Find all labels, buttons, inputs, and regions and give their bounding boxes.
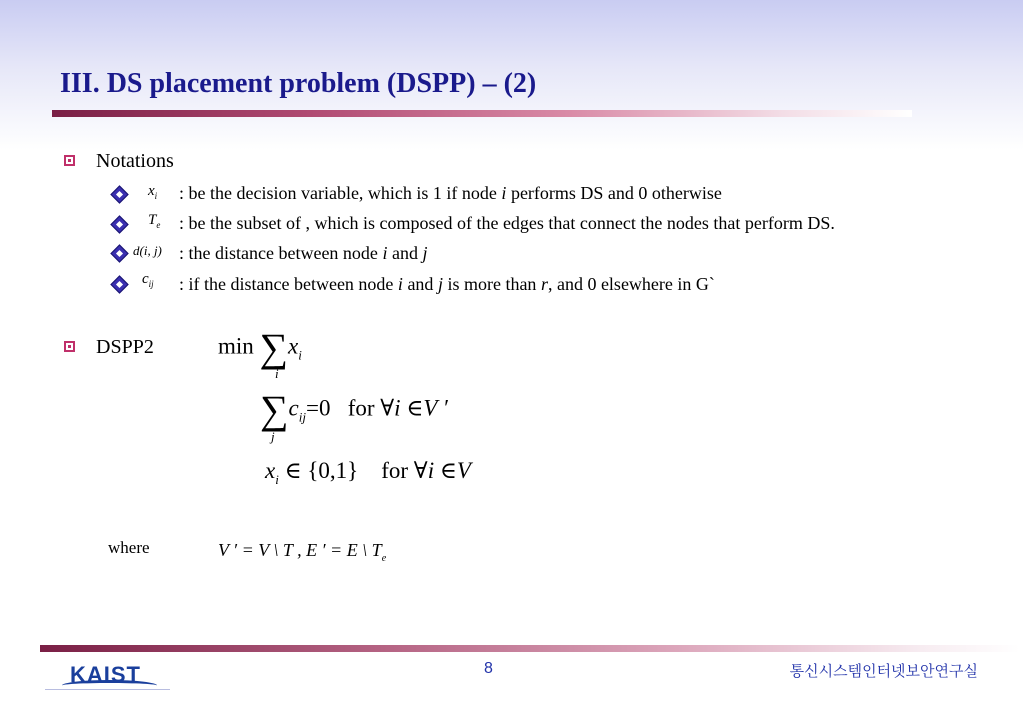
- diamond-bullet-icon: [110, 275, 128, 293]
- square-bullet-icon: [64, 341, 75, 352]
- notation-desc-cij: : if the distance between node i and j is more than r, and 0 elsewhere in G`: [179, 274, 715, 294]
- title-underline-bar: [52, 110, 912, 117]
- lab-name: 통신시스템인터넷보안연구실: [789, 662, 978, 680]
- sum-symbol: ∑: [259, 325, 289, 370]
- kaist-logo: [62, 660, 162, 690]
- notation-desc-xi: : be the decision variable, which is 1 if node i performs DS and 0 otherwise: [179, 183, 722, 203]
- notations-heading: Notations: [96, 150, 174, 172]
- diamond-bullet-icon: [110, 215, 128, 233]
- diamond-bullet-icon: [110, 185, 128, 203]
- logo-underline: [45, 689, 170, 690]
- diamond-bullet-icon: [110, 244, 128, 262]
- sum-symbol: ∑: [260, 387, 289, 432]
- notation-symbol-dij: d(i, j): [133, 243, 162, 258]
- sum-index: j: [271, 429, 275, 444]
- notation-desc-te: : be the subset of , which is composed of the edges that connect the nodes that perform DS.: [179, 213, 835, 233]
- notation-desc-dij: : the distance between node i and j: [179, 243, 428, 263]
- notation-symbol-te: $T_e$: [148, 212, 161, 230]
- where-definition: V ′ = V \ T , E ′ = E \ $T_e$: [218, 540, 387, 564]
- page-number: 8: [484, 660, 493, 677]
- slide-title: III. DS placement problem (DSPP) – (2): [60, 68, 537, 99]
- square-bullet-icon: [64, 155, 75, 166]
- notation-symbol-xi: $x_i$: [148, 183, 158, 201]
- notation-symbol-cij: $c_{ij}$: [142, 271, 154, 289]
- constraint-two: $x_i$ ∈ {0,1} for ∀i ∈V: [265, 458, 471, 487]
- footer-bar: [40, 645, 1020, 652]
- dspp2-label: DSPP2: [96, 336, 154, 358]
- logo-text: KAIST: [70, 662, 141, 687]
- sum-index: i: [275, 366, 279, 381]
- where-label: where: [108, 538, 150, 557]
- objective-function: $\min \sum x_i$: [218, 325, 302, 370]
- constraint-one: $\sum c_{ij}=0$ for ∀i ∈V ′: [260, 387, 448, 432]
